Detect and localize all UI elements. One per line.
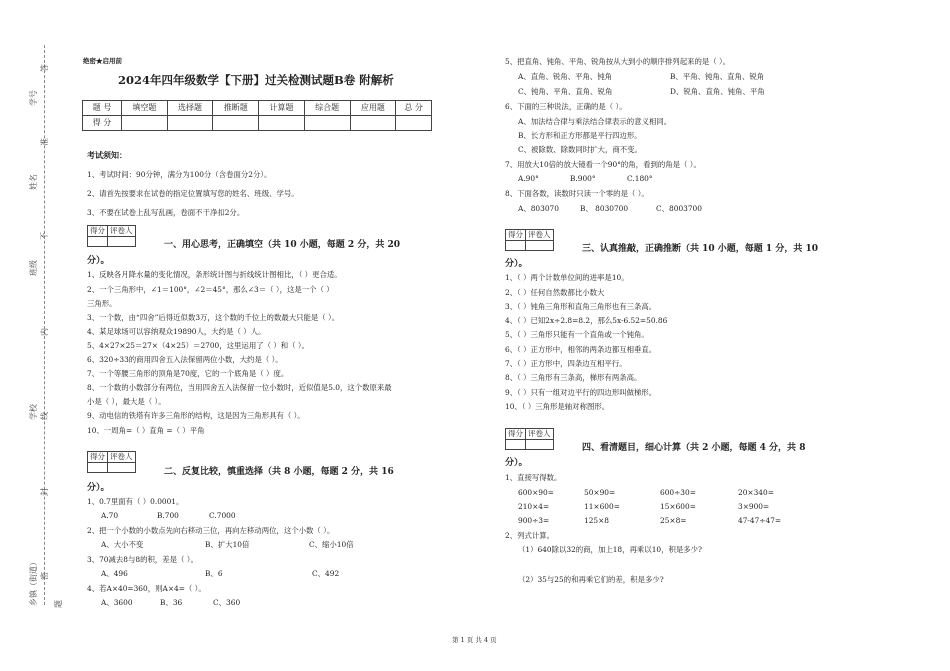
section1-line: 三角形。	[87, 299, 117, 308]
score-box	[505, 229, 554, 251]
section4-subquestion: （1）640除以32的商，加上18，再乘以10，积是多少?	[518, 545, 703, 554]
calc-cell: 600÷30=	[660, 488, 696, 497]
section2-option: D、锐角、直角、钝角、平角	[670, 87, 765, 96]
section2-option: B.900°	[570, 174, 596, 183]
section2-question: 1、0.7里面有（ ）0.0001。	[87, 497, 184, 506]
calc-cell: 47-47÷47=	[738, 516, 782, 525]
score-box	[87, 451, 136, 473]
score-box-cell	[108, 237, 136, 247]
section2-option: C、被除数、除数同时扩大，商不变。	[518, 145, 642, 154]
binding-label-student-id: 学号	[29, 90, 38, 106]
section3-line: 5、（ ）三角形只能有一个直角或一个钝角。	[505, 330, 649, 339]
score-table	[82, 100, 432, 131]
score-box-cell	[88, 237, 108, 247]
section2-option: A、803070	[518, 204, 559, 213]
score-table-input-cell	[167, 116, 213, 131]
binding-marker: 线	[40, 412, 49, 420]
binding-marker: 密	[40, 572, 49, 580]
score-box-cell	[108, 463, 136, 473]
section2-option: A.90°	[518, 174, 539, 183]
section2-option: B、平角、钝角、直角、锐角	[670, 72, 765, 81]
score-table-cell: 得 分	[83, 116, 122, 131]
section4-question: 1、直接写得数。	[505, 473, 562, 482]
score-box-grader-label: 评卷人	[526, 429, 554, 440]
calc-cell: 900÷3=	[518, 516, 550, 525]
section3-line: 6、（ ）正方形中，相邻的两条边都互相垂直。	[505, 345, 657, 354]
score-table-input-cell	[304, 116, 350, 131]
section2-option: C、360	[213, 598, 241, 607]
section1-line: 7、一个等腰三角形的顶角是70度，它的一个底角是（ ）度。	[87, 369, 289, 378]
notes-item: 2、请首先按要求在试卷的指定位置填写您的姓名、班级、学号。	[87, 189, 299, 198]
section1-line: 4、某足球场可以容纳观众19890人，大约是（ ）人。	[87, 327, 266, 336]
score-table-input-cell	[259, 116, 305, 131]
section1-line: 6、320÷33的商用四舍五入法保留两位小数，大约是（ ）。	[87, 355, 283, 364]
section2-option: C.7000	[209, 511, 236, 520]
section2-option: A、加法结合律与乘法结合律表示的意义相同。	[518, 117, 672, 126]
binding-marker: 准	[40, 138, 49, 146]
calc-cell: 3×900=	[738, 502, 770, 511]
calc-cell: 210×4=	[518, 502, 550, 511]
score-box-grader-label: 评卷人	[108, 452, 136, 463]
section2-option: B、扩大10倍	[205, 540, 250, 549]
section1-line: 10、一周角=（ ）直角 =（ ）平角	[87, 426, 205, 435]
score-box-score-label: 得分	[506, 429, 526, 440]
section3-title: 三、认真推敲，正确推断（共 10 小题，每题 1 分，共 10	[582, 244, 818, 254]
section3-line: 2、（ ）任何自然数都比小数大	[505, 288, 605, 297]
section1-title: 一、用心思考，正确填空（共 10 小题，每题 2 分，共 20	[164, 240, 400, 250]
score-table-cell: 填空题	[122, 101, 168, 116]
section2-option: C.180°	[627, 174, 653, 183]
score-box-cell	[526, 241, 554, 251]
section3-line: 9、（ ）只有一组对边平行的四边形叫做梯形。	[505, 388, 657, 397]
page-title: 2024年四年级数学【下册】过关检测试题B卷 附解析	[118, 73, 394, 87]
section2-option: B.700	[157, 511, 179, 520]
section2-option: A、直角、锐角、平角、钝角	[518, 72, 613, 81]
calc-cell: 20×340=	[738, 488, 774, 497]
section2-question: 6、下面的三种说法，正确的是（ ）。	[505, 102, 627, 111]
binding-marker: 答	[40, 64, 49, 72]
score-table-cell: 题 号	[83, 101, 122, 116]
section1-line: 小是（ ），最大是（ ）。	[87, 397, 166, 406]
score-box-cell	[526, 440, 554, 450]
section2-title: 二、反复比较，慎重选择（共 8 小题，每题 2 分，共 16	[164, 467, 394, 477]
section2-option: A、大小不变	[101, 540, 144, 549]
score-table-score-row	[83, 116, 432, 131]
score-box-cell	[506, 241, 526, 251]
section2-option: B、36	[160, 598, 183, 607]
section2-question: 2、把一个小数的小数点先向右移动三位，再向左移动两位，这个小数（ ）。	[87, 526, 335, 535]
section3-line: 4、（ ）已知2x÷2.8=8.2，那么5x-6.52=50.86	[505, 316, 668, 325]
notes-heading: 考试须知：	[87, 150, 127, 160]
score-table-input-cell	[350, 116, 396, 131]
score-table-header-row	[83, 101, 432, 116]
binding-marker: 内	[40, 328, 49, 336]
secret-label: 绝密★启用前	[83, 57, 122, 65]
calc-cell: 25×8=	[660, 516, 687, 525]
section2-question: 8、下面各数，读数时只读一个零的是（ ）。	[505, 189, 649, 198]
section2-option: C、缩小10倍	[309, 540, 354, 549]
score-table-cell: 推断题	[213, 101, 259, 116]
notes-item: 3、不要在试卷上乱写乱画，卷面不干净扣2分。	[87, 208, 245, 217]
score-box-cell	[88, 463, 108, 473]
section4-subquestion: （2）35与25的和再乘它们的差，积是多少?	[518, 575, 664, 584]
section2-option: A、496	[101, 569, 128, 578]
section2-option: A.70	[101, 511, 119, 520]
section4-title: 四、看清题目，细心计算（共 2 小题，每题 4 分，共 8	[582, 443, 806, 453]
score-table-input-cell	[396, 116, 432, 131]
score-box-grader-label: 评卷人	[526, 230, 554, 241]
section2-question: 3、70减去8与8的积，差是（ ）。	[87, 555, 198, 564]
calc-cell: 600×90=	[518, 488, 554, 497]
score-box-cell	[506, 440, 526, 450]
section4-question: 2、列式计算。	[505, 531, 555, 540]
section3-line: 10、（ ）三角形是轴对称图形。	[505, 402, 610, 411]
section1-line: 9、动电信的铁塔有许多三角形的结构，这是因为三角形具有（ ）。	[87, 411, 305, 420]
score-box	[505, 428, 554, 450]
calc-cell: 15×600=	[660, 502, 696, 511]
score-box-score-label: 得分	[506, 230, 526, 241]
binding-marker: 不	[40, 232, 49, 240]
section2-option: B、长方形和正方形都是平行四边形。	[518, 131, 642, 140]
score-box-grader-label: 评卷人	[108, 226, 136, 237]
calc-cell: 11×600=	[584, 502, 620, 511]
score-table-cell: 总 分	[396, 101, 432, 116]
binding-marker: 题	[54, 600, 63, 608]
section2-option: C、492	[312, 569, 340, 578]
section2-option: C、钝角、平角、直角、锐角	[518, 87, 613, 96]
section4-title-cont: 分）。	[505, 458, 528, 468]
page-footer: 第 1 页 共 4 页	[452, 636, 497, 644]
section1-line: 5、4×27×25＝27×（4×25）＝2700，这里运用了（ ）和（ ）。	[87, 341, 309, 350]
calc-cell: 50×90=	[584, 488, 616, 497]
calc-cell: 125×8	[584, 516, 610, 525]
binding-dashed-line	[44, 45, 45, 605]
score-table-cell: 综合题	[304, 101, 350, 116]
section1-line: 2、一个三角形中，∠1＝100°，∠2＝45°，那么∠3＝（ ），这是一个（ ）	[87, 285, 334, 294]
section1-title-cont: 分）。	[87, 256, 110, 266]
score-box-score-label: 得分	[88, 452, 108, 463]
score-box-score-label: 得分	[88, 226, 108, 237]
score-table-cell: 选择题	[167, 101, 213, 116]
section2-option: A、3600	[101, 598, 133, 607]
binding-label-school: 学校	[29, 404, 38, 420]
binding-label-class: 班级	[29, 260, 38, 276]
binding-label-name: 姓名	[29, 174, 38, 190]
section3-line: 1、（ ）两个计数单位间的进率是10。	[505, 273, 629, 282]
score-table-cell: 应用题	[350, 101, 396, 116]
score-table-cell: 计算题	[259, 101, 305, 116]
binding-marker: 封	[40, 488, 49, 496]
score-box	[87, 225, 136, 247]
section1-line: 1、反映各月降水量的变化情况，条形统计图与折线统计图相比，（ ）更合适。	[87, 270, 342, 279]
section2-question: 4、若A×40=360，则A×4=（ ）。	[87, 584, 206, 593]
section2-option: C、8003700	[656, 204, 702, 213]
notes-item: 1、考试时间：90分钟，满分为100分（含卷面分2分）。	[87, 170, 272, 179]
section1-line: 3、一个数，由“四舍”后得近似数3万，这个数的千位上的数最大只能是（ ）。	[87, 313, 340, 322]
section3-line: 7、（ ）正方形中，四条边互相平行。	[505, 359, 627, 368]
section1-line: 8、一个数的小数部分有两位，当用四舍五入法保留一位小数时，近似值是5.0，这个数原来最	[87, 383, 392, 392]
section2-question: 5、把直角、钝角、平角、锐角按从大到小的顺序排列起来的是（ ）。	[505, 57, 731, 66]
section2-title-cont: 分）。	[87, 483, 110, 493]
score-table-input-cell	[122, 116, 168, 131]
section3-line: 3、（ ）钝角三角形和直角三角形也有三条高。	[505, 302, 657, 311]
section2-question: 7、用放大10倍的放大镜看一个90°的角，看到的角是（ ）。	[505, 160, 701, 169]
score-table-input-cell	[213, 116, 259, 131]
section2-option: B、 8030700	[580, 204, 629, 213]
section3-title-cont: 分）。	[505, 259, 528, 269]
section2-option: B、6	[205, 569, 223, 578]
section3-line: 8、（ ）三角形有三条高，梯形有两条高。	[505, 373, 642, 382]
binding-label-town: 乡镇（街道）	[29, 558, 38, 606]
